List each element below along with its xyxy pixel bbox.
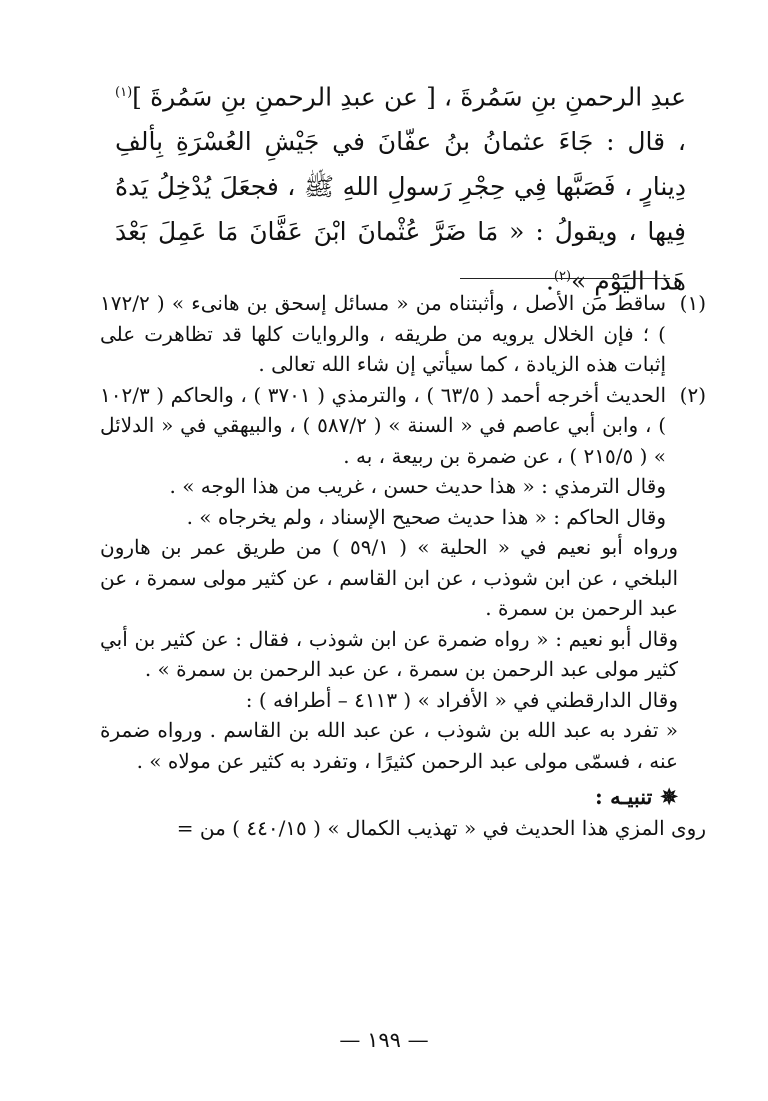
footnote-1-number: (١) — [679, 291, 706, 315]
page-number: — ١٩٩ — — [339, 1028, 429, 1052]
main-text-part1: عبدِ الرحمنِ بنِ سَمُرةَ ، [ عن عبدِ الرحمنِ بنِ سَمُرةَ ] — [132, 82, 686, 112]
footnote-last-line: روى المزي هذا الحديث في « تهذيب الكمال » ( ٤٤٠/١٥ ) من = — [176, 815, 706, 840]
notice-title: تنبيـه : — [595, 784, 653, 809]
footnotes — [100, 288, 706, 843]
notice-heading — [100, 782, 706, 813]
star-icon: ✵ — [660, 784, 678, 809]
footnote-tirmidhi: وقال الترمذي : « هذا حديث حسن ، غريب من هذا الوجه » . — [169, 474, 666, 498]
footnote-ref-1: (١) — [115, 85, 133, 100]
footnote-1-text: ساقط من الأصل ، وأثبتناه من « مسائل إسحق بن هانىء » ( ١٧٢/٢ ) ؛ فإن الخلال يرويه من طريقه ، والروايات كلها قد تظاهرت على إثبات هذه الزيادة ، كما سيأتي إن شاء الله تعالى . — [100, 291, 666, 376]
footnote-daraqutni: وقال الدارقطني في « الأفراد » ( ٤١١٣ – أطرافه ) : — [245, 687, 678, 712]
footnote-2 — [100, 380, 706, 472]
main-text-part2: ، قال : جَاءَ عثمانُ بنُ عفّانَ في جَيْشِ العُسْرَةِ بِألفِ دِينارٍ ، فَصَبَّها فِي حِجْرِ رَسولِ اللهِ ﷺ ، فجعَلَ يُدْخِلُ يَدهُ فِيها ، ويقولُ : « مَا ضَرَّ عُثْمانَ ابْنَ عَفَّانَ مَا عَمِلَ بَعْدَ هَذا اليَوْمِ » — [115, 127, 686, 296]
footnote-hakim: وقال الحاكم : « هذا حديث صحيح الإسناد ، ولم يخرجاه » . — [186, 504, 666, 529]
footnote-1 — [100, 288, 706, 380]
main-text-end: . — [545, 266, 554, 296]
main-text — [115, 70, 686, 304]
footnote-abunuaim: ورواه أبو نعيم في « الحلية » ( ٥٩/١ ) من طريق عمر بن هارون البلخي ، عن ابن شوذب ، عن ابن القاسم ، عن كثير مولى سمرة ، عن عبد الرحمن بن سمرة . — [100, 535, 678, 620]
footnote-ref-2: (٢) — [553, 269, 572, 285]
footnote-abunuaim-quote: وقال أبو نعيم : « رواه ضمرة عن ابن شوذب ، فقال : عن كثير بن أبي كثير مولى عبد الرحمن بن سمرة ، عن عبد الرحمن بن سمرة » . — [100, 626, 678, 681]
footnote-divider — [460, 278, 670, 279]
footnote-2-number: (٢) — [679, 382, 706, 407]
footnote-2-text: الحديث أخرجه أحمد ( ٦٣/٥ ) ، والترمذي ( ٣٧٠١ ) ، والحاكم ( ١٠٢/٣ ) ، وابن أبي عاصم في « السنة » ( ٥٨٧/٢ ) ، والبيهقي في « الدلائل » ( ٢١٥/٥ ) ، عن ضمرة بن ربيعة ، به . — [100, 382, 666, 468]
footnote-daraqutni-quote: « تفرد به عبد الله بن شوذب ، عن عبد الله بن القاسم . ورواه ضمرة عنه ، فسمّى مولى عبد الرحمن كثيرًا ، وتفرد به كثير عن مولاه » . — [100, 718, 678, 773]
